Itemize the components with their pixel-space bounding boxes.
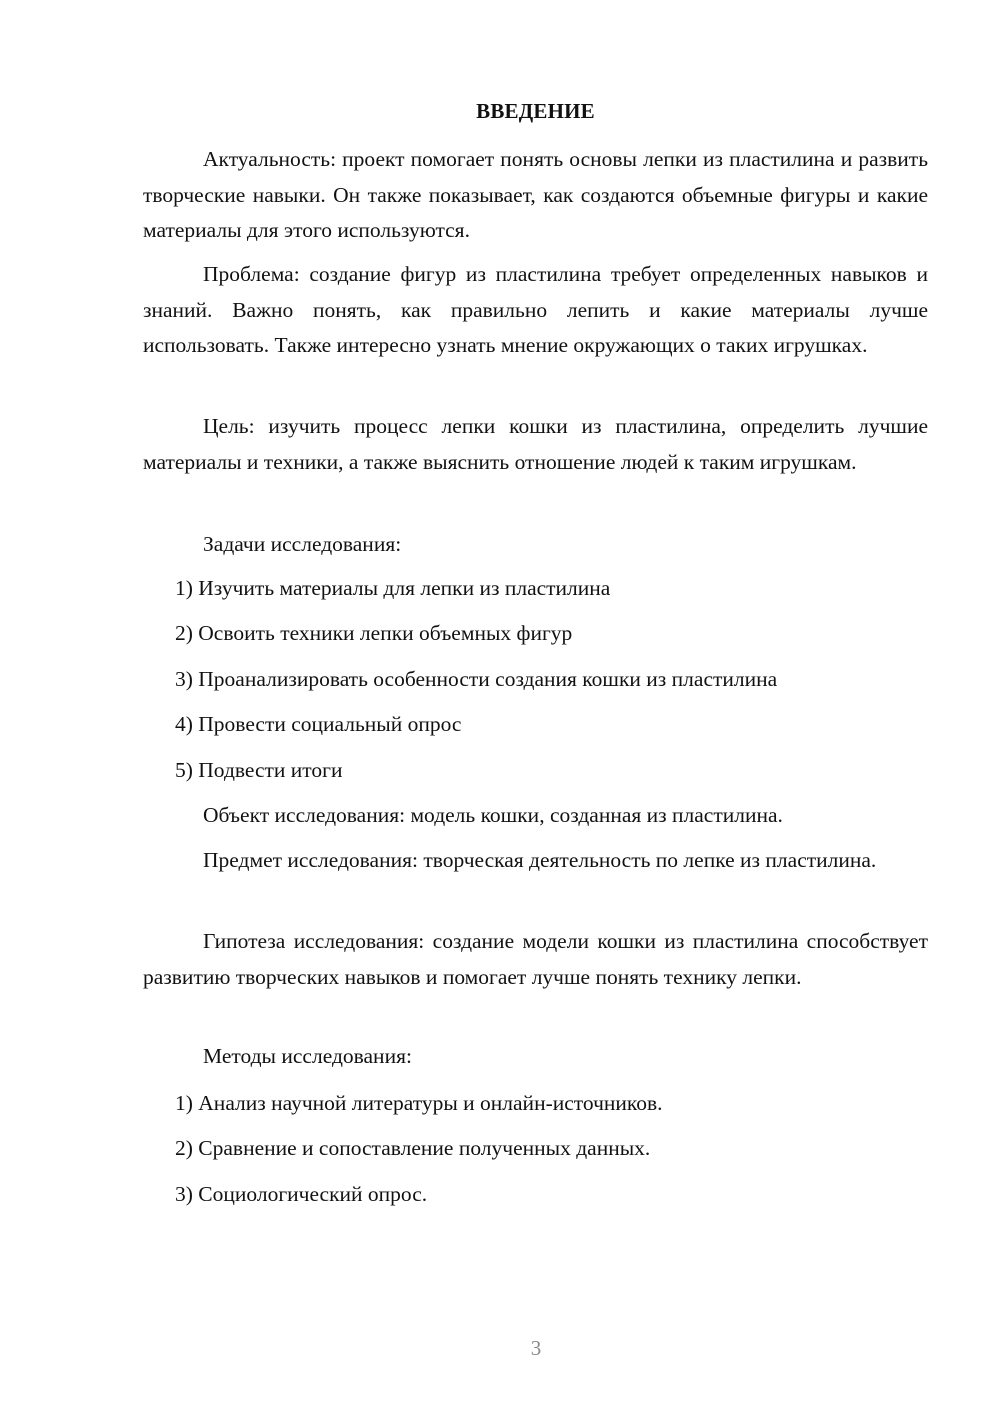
methods-heading: Методы исследования: — [203, 1044, 412, 1068]
task-item: 2) Освоить техники лепки объемных фигур — [175, 621, 573, 645]
paragraph-problem: Проблема: создание фигур из пластилина требует определенных навыков и знаний. Важно понять, как правильно лепить и какие материалы лучше использовать. Также интересно узнать мнение окружающих о таких игрушках. — [143, 262, 928, 358]
task-item: 5) Подвести итоги — [175, 758, 343, 782]
section-title: ВВЕДЕНИЕ — [476, 99, 595, 123]
tasks-heading: Задачи исследования: — [203, 532, 402, 556]
task-item: 3) Проанализировать особенности создания кошки из пластилина — [175, 667, 778, 691]
task-item: 1) Изучить материалы для лепки из пластилина — [175, 576, 611, 600]
method-item: 2) Сравнение и сопоставление полученных данных. — [175, 1136, 651, 1160]
paragraph-hypothesis: Гипотеза исследования: создание модели кошки из пластилина способствует развитию творческих навыков и помогает лучше понять технику лепки. — [143, 929, 928, 989]
page-number: 3 — [530, 1336, 542, 1360]
paragraph-subject: Предмет исследования: творческая деятельность по лепке из пластилина. — [203, 848, 877, 872]
method-item: 1) Анализ научной литературы и онлайн-источников. — [175, 1091, 663, 1115]
paragraph-relevance: Актуальность: проект помогает понять основы лепки из пластилина и развить творческие навыки. Он также показывает, как создаются объемные фигуры и какие материалы для этого используются. — [143, 147, 928, 243]
method-item: 3) Социологический опрос. — [175, 1182, 428, 1206]
task-item: 4) Провести социальный опрос — [175, 712, 462, 736]
paragraph-goal: Цель: изучить процесс лепки кошки из пластилина, определить лучшие материалы и техники, а также выяснить отношение людей к таким игрушкам. — [143, 414, 928, 474]
paragraph-object: Объект исследования: модель кошки, созданная из пластилина. — [203, 803, 783, 827]
